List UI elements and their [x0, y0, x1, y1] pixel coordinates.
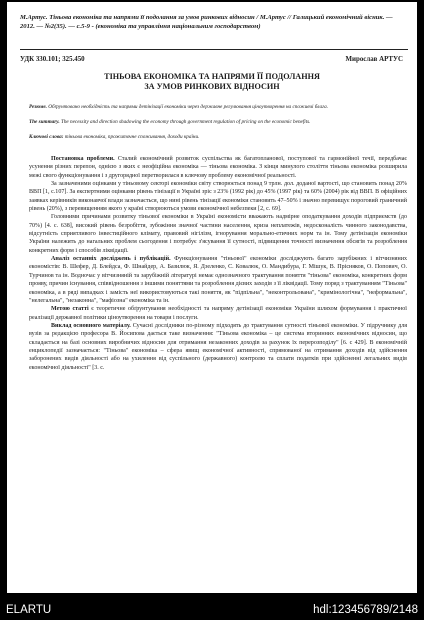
abstract-keywords: [29, 134, 403, 141]
paragraph-goal-label: Метою статті: [51, 306, 89, 313]
summary-text: The necessity and direction shadowing the economy through government regulation of pricing on the economic benefits.: [60, 119, 311, 125]
paragraph-main-label: Виклад основного матеріалу.: [51, 322, 131, 329]
paragraph-literature-label: Аналіз останніх досліджень і публікацій.: [51, 256, 171, 263]
abstract-summary: [29, 119, 403, 126]
paragraph-estimates-text: За зазначеними оцінками у тіньовому секторі економіки світу створюється понад 9 трлн. дол. доданої вартості, що становить понад 20% ВВП [1, с.107]. За експертними оцінками рівень тінізації в Україні зріс з 23% (1992 рік) до 45% (1997 рік) та 60% (2004) рік від ВВП. В офіційних заявках керівників виконавчої влади зазначається, що нині рівень тінізації економіки становить 47–50% і значно перевищує пороговий граничний рівень (20%), з перевищенням якого у країні створюються умови економічної небезпеки [2, с. 69].: [29, 181, 407, 213]
author-name: Мирослав АРТУС: [345, 56, 403, 63]
resume-label: Резюме.: [29, 104, 47, 110]
paragraph-problem-label: Постановка проблеми.: [51, 156, 115, 162]
footer-repository: ELARTU: [6, 604, 52, 616]
paragraph-literature: [29, 255, 407, 305]
paragraph-goal-text: є теоретичне обґрунтування необхідності та напряму детінізації економіки України шляхом формування і практичної реалізації державної політики ціноутворення на товари і послуги.: [29, 306, 407, 321]
paragraph-causes: [29, 213, 407, 255]
keywords-text: тіньова економіка, прожиточне споживання, доходи країни.: [64, 134, 200, 140]
paragraph-problem: [29, 155, 407, 180]
article-title-line-1: ТІНЬОВА ЕКОНОМІКА ТА НАПРЯМИ ЇЇ ПОДОЛАННЯ: [104, 72, 320, 81]
udk-code: УДК 330.101; 325.450: [20, 56, 85, 63]
footer-handle: hdl:123456789/2148: [313, 604, 418, 616]
paragraph-estimates: [29, 180, 407, 213]
paragraph-main-text: Сучасні дослідники по-різному підходять до трактування сутності тіньової економіки. У підручнику для вузів за редакцією професора В. Йосипова дається таке визначення: "Тіньова економіка – це система вторинних економічних відносин, що складається на базі основних виробничих відносин для отримання незаконних доходів за рахунок їх перерозподілу" [6. с 429]. В економічній енциклопедії зазначається: "Тіньова" економіка – сфера явищ економічної активності, спрямованої на отримання доходів від здійснення заборонених видів діяльності або на ухилення від суспільного (державного) контролю та сплати податків при здійсненні легальних видів економічної діяльності" [3. с.: [29, 322, 408, 371]
article-title-line-2: ЗА УМОВ РИНКОВИХ ВІДНОСИН: [144, 82, 280, 91]
document-page: [7, 2, 417, 593]
paragraph-goal: [29, 305, 407, 322]
abstract-resume: [29, 104, 403, 111]
paragraph-causes-text: Головними причинами розвитку тіньової економіки в Україні економісти вважають надмірне оподаткування доходів підприємств (до 70%) [4. с. 638], високий рівень безробіття, зубожіння значної частини населення, криза неплатежів, недосконалість чинного законодавства, відсутність сприятливого інвестиційного клімату, правовий нігілізм, ігнорування морально-етичних норм та ін. Тому детінізація економіки України належить до нагальних проблем сьогодення і потребує з'ясування її сутності, підвищення точності визначення обсягів та розроблення конкретних форм і способів ліквідації.: [29, 214, 407, 254]
summary-label: The summary.: [29, 119, 60, 125]
paragraph-literature-text: Функціонування "тіньової" економіки досліджують багато зарубіжних і вітчизняних економістів: В. Шефер, Д. Блейдса, Ф. Шнайдер, А. Базилюк, Я. Дзеленко, С. Ковалюк, О. Мандибура, Г. Мішук, В. Прісняков, О. Попович, О. Турчинов та ін. Водночас у вітчизняній та зарубіжній літературі немає однозначного трактування поняття "тіньова" економіка, конкретних форм прояву, причин існування, співвідношення з іншими поняттями та розроблення дієвих заходів з її ліквідації. Тому поряд з трактуванням "Тіньова" економіка, а в ряді випадках і замість неї використовуються такі поняття, як "підпільна", "неконтрольована", "кримінологічна", "неформальна", "нелегальна", "незаконна", "мафіозна" економіка та ін.: [29, 256, 408, 304]
resume-text: Обґрунтовано необхідність та напрями детінізації економіки через державне регулювання ціноутворення на споживчі блага.: [48, 104, 329, 110]
header-divider: [20, 49, 408, 50]
paragraph-main: [29, 322, 407, 372]
paragraph-problem-text: Сталий економічний розвиток суспільства як багатопланової, поступової та гармонійної течії, передбачає усунення різних перепон, однією з яких є неофіційна економіка — тіньова економіка. З кінця минулого століття тіньова економіка розширила межі свого функціонування і з другорядної перетворилася в ключову проблему економічної реальності.: [29, 156, 408, 179]
citation-header: М.Артус. Тіньова економіка та напрями її подолання за умов ринкових відносин / М.Артус // Галицький економічний вісник. — 2012. — №2(35). — с.5-9 - (економіка та управління національним господарством): [20, 14, 393, 30]
article-body: [29, 155, 407, 372]
keywords-label: Ключові слова:: [29, 134, 64, 140]
